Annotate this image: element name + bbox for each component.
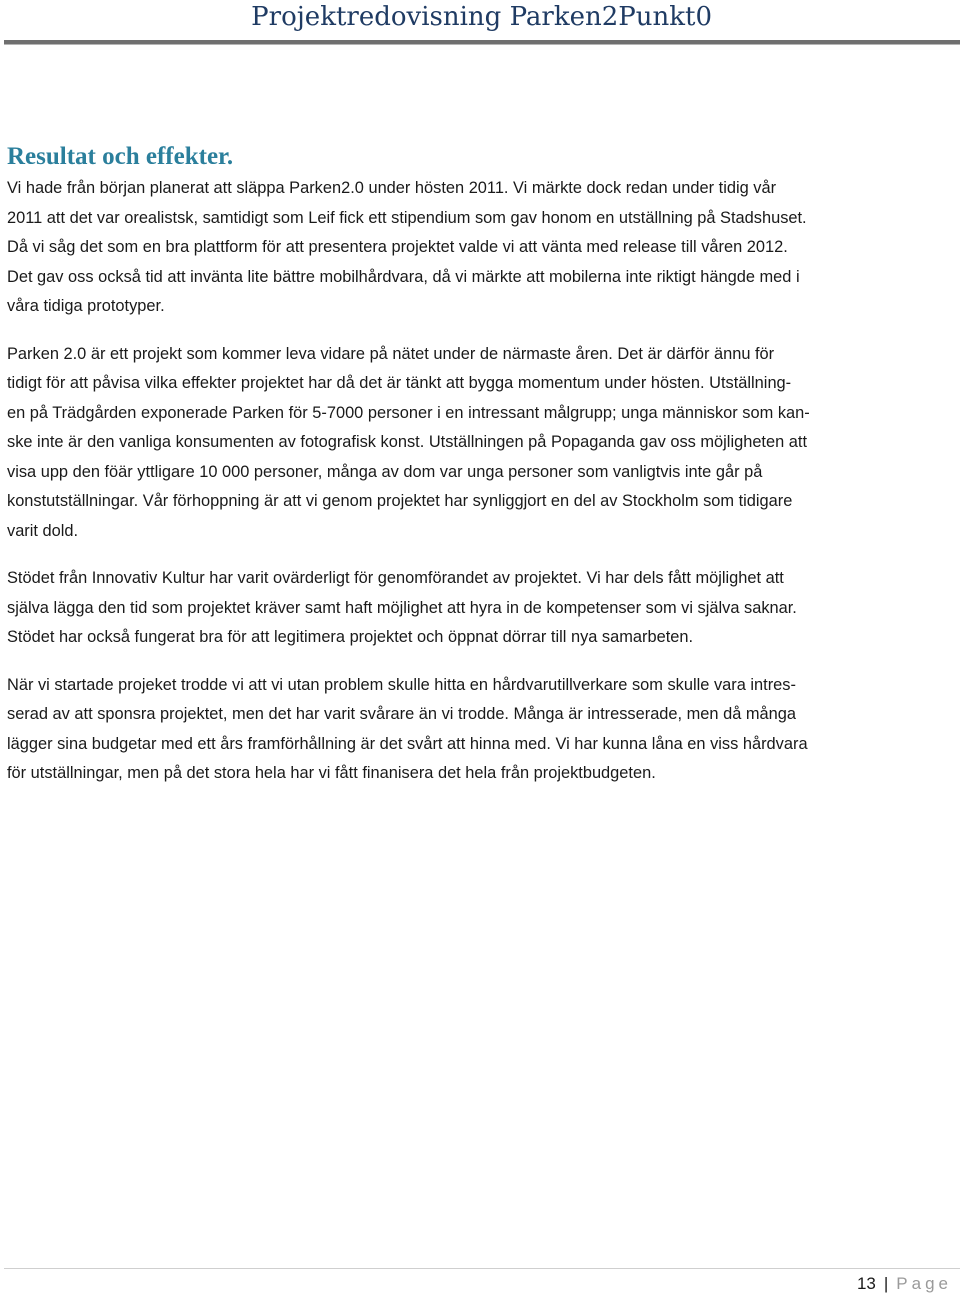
text-line: 2011 att det var orealistsk, samtidigt som Leif fick ett stipendium som gav honom en utställning på Stadshuset. <box>7 208 807 227</box>
paragraph-3 <box>7 564 953 653</box>
paragraph-2 <box>7 340 953 547</box>
text-line: en på Trädgården exponerade Parken för 5-7000 personer i en intressant målgrupp; unga människor som kan- <box>7 403 810 422</box>
text-line: för utställningar, men på det stora hela har vi fått finanisera det hela från projektbudgeten. <box>7 764 656 782</box>
text-line: Det gav oss också tid att invänta lite bättre mobilhårdvara, då vi märkte att mobilerna inte riktigt hängde med i <box>7 267 800 286</box>
footer-separator: | <box>883 1274 889 1293</box>
text-line: Parken 2.0 är ett projekt som kommer leva vidare på nätet under de närmaste åren. Det är därför ännu för <box>7 344 775 363</box>
page-number: 13 <box>856 1274 876 1293</box>
paragraph-1 <box>7 174 953 322</box>
header-divider <box>4 40 960 45</box>
text-line: varit dold. <box>7 521 79 540</box>
text-line: Då vi såg det som en bra plattform för att presentera projektet valde vi att vänta med release till våren 2012. <box>7 238 788 256</box>
text-line: själva lägga den tid som projektet kräver samt haft möjlighet att hyra in de kompetenser som vi själva saknar. <box>7 598 797 617</box>
paragraph-4 <box>7 671 953 789</box>
text-line: När vi startade projeket trodde vi att vi utan problem skulle hitta en hårdvarutillverkare som skulle vara intres- <box>7 675 796 694</box>
text-line: visa upp den föär yttligare 10 000 personer, många av dom var unga personer som vanligtvis inte går på <box>7 462 763 481</box>
section-heading: Resultat och effekter. <box>7 143 234 170</box>
text-line: ske inte är den vanliga konsumenten av fotografisk konst. Utställningen på Popaganda gav oss möjligheten att <box>7 433 807 451</box>
document-title: Projektredovisning Parken2Punkt0 <box>251 2 712 32</box>
page-label: Page <box>896 1274 952 1293</box>
text-line: tidigt för att påvisa vilka effekter projektet har då det är tänkt att bygga momentum under hösten. Utställning- <box>7 374 792 392</box>
footer-divider <box>4 1268 960 1269</box>
main-content <box>7 140 953 807</box>
text-line: serad av att sponsra projektet, men det har varit svårare än vi trodde. Många är intresserade, men då många <box>7 705 796 723</box>
text-line: lägger sina budgetar med ett års framförhållning är det svårt att hinna med. Vi har kunna låna en viss hårdvara <box>7 734 808 753</box>
text-line: konstutställningar. Vår förhoppning är att vi genom projektet har synliggjort en del av Stockholm som tidigare <box>7 492 793 510</box>
text-line: våra tidiga prototyper. <box>7 297 165 315</box>
text-line: Stödet har också fungerat bra för att legitimera projektet och öppnat dörrar till nya samarbeten. <box>7 628 694 646</box>
text-line: Stödet från Innovativ Kultur har varit ovärderligt för genomförandet av projektet. Vi har dels fått möjlighet att <box>7 569 784 587</box>
page-footer <box>857 1273 952 1295</box>
page-header <box>0 0 960 46</box>
text-line: Vi hade från början planerat att släppa Parken2.0 under hösten 2011. Vi märkte dock redan under tidig vår <box>7 179 777 197</box>
